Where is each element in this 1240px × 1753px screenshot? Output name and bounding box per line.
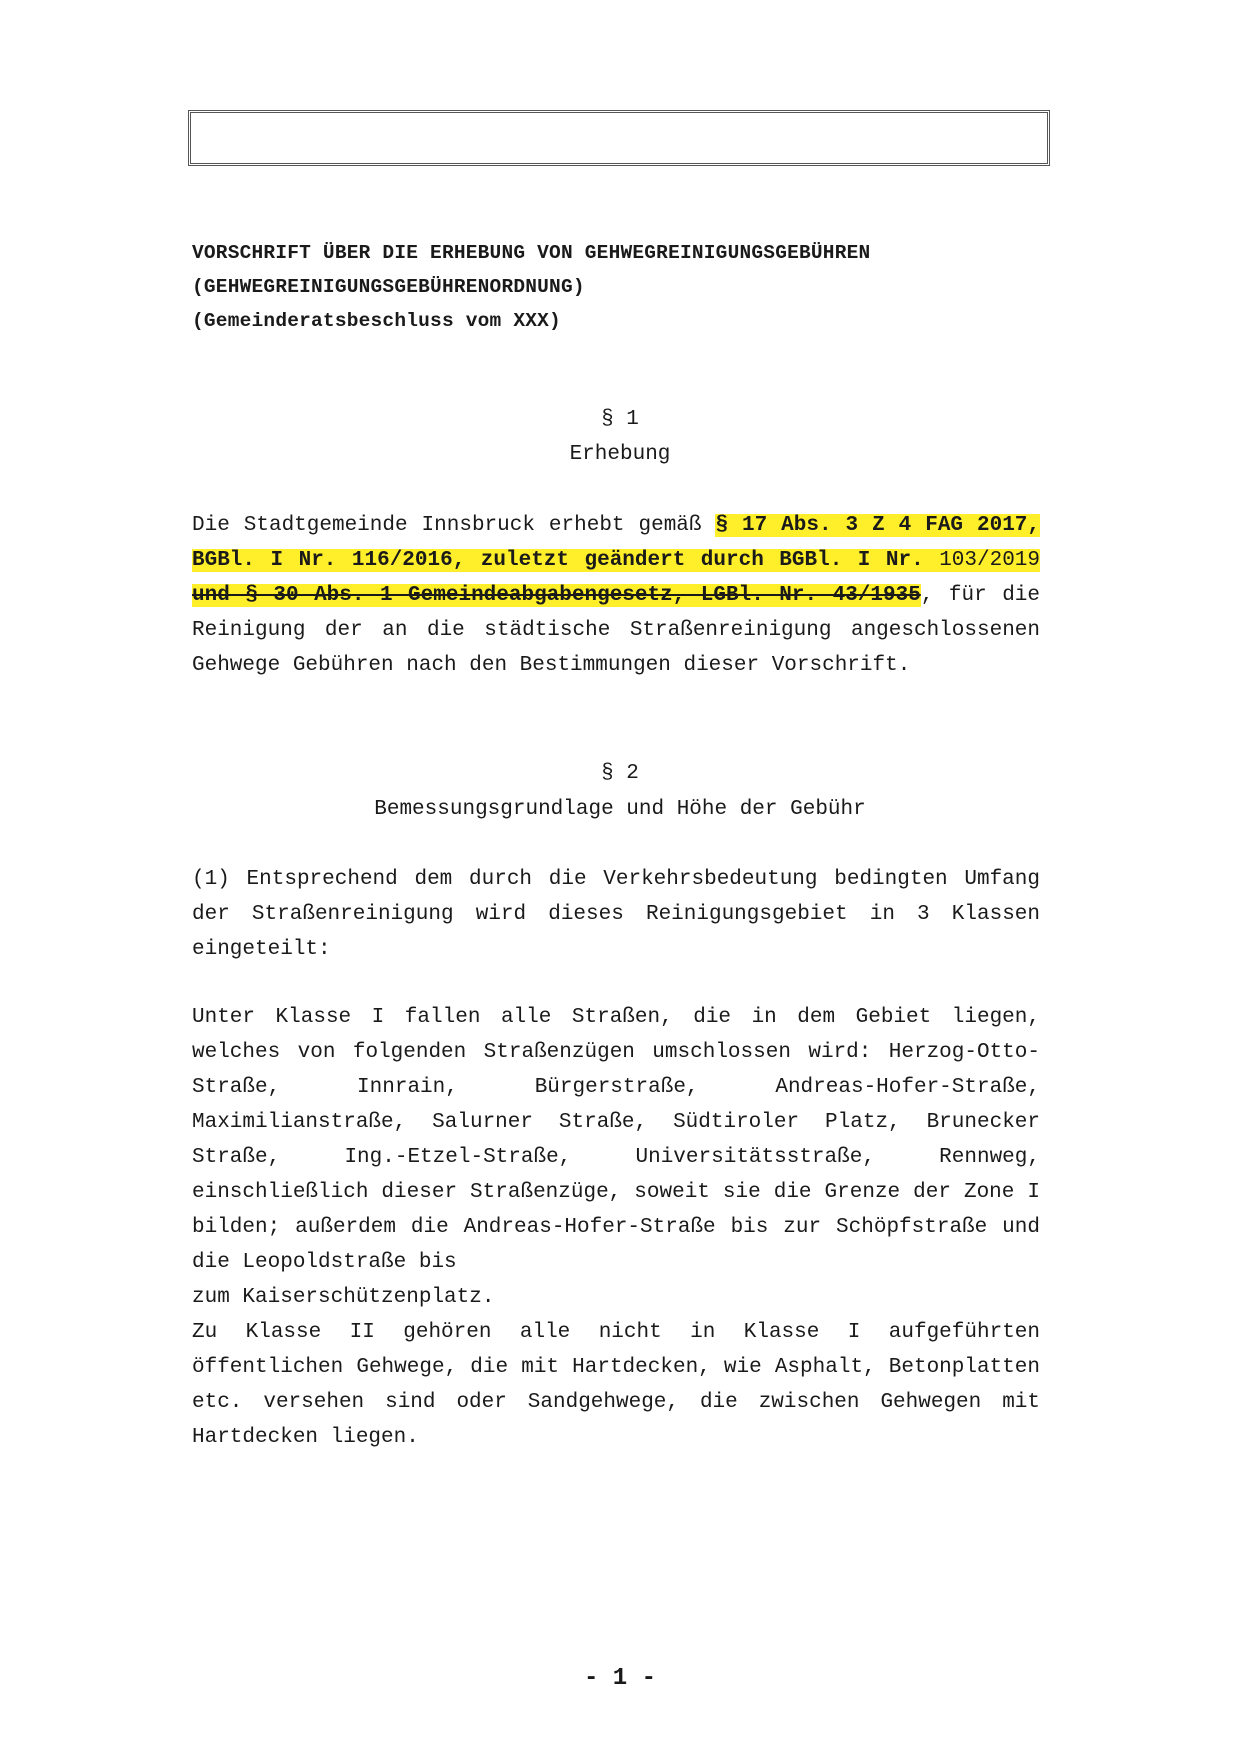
page-number: - 1 - xyxy=(583,1665,656,1692)
section-2-number: § 2 xyxy=(601,762,639,785)
legal-reference-plain: 103/2019 xyxy=(923,549,1041,572)
title-line-1: VORSCHRIFT ÜBER DIE ERHEBUNG VON GEHWEGREINIGUNGSGEBÜHREN xyxy=(192,242,871,264)
section-2-heading: Bemessungsgrundlage und Höhe der Gebühr xyxy=(374,798,866,821)
legal-reference-highlight: § 17 Abs. 3 Z 4 FAG 2017, BGBl. I Nr. 116/2016, zuletzt geändert durch BGBl. I Nr. xyxy=(192,514,1040,572)
section-1-text-after: , für die Reinigung der an die städtische Straßenreinigung angeschlossenen Gehwege Gebühren nach den Bestimmungen dieser Vorschrift. xyxy=(192,584,1041,677)
title-line-3: (Gemeinderatsbeschluss vom XXX) xyxy=(192,310,561,332)
section-1-paragraph xyxy=(192,508,1040,683)
paragraph-class-1-end: zum Kaiserschützenplatz. xyxy=(192,1286,495,1309)
paragraph-class-2: Zu Klasse II gehören alle nicht in Klasse I aufgeführten öffentlichen Gehwege, die mit Hartdecken, wie Asphalt, Betonplatten etc. versehen sind oder Sandgehwege, die zwischen Gehwegen mit Hartdecken liegen. xyxy=(192,1321,1040,1449)
header-empty-box xyxy=(188,110,1050,166)
struck-out-reference: und § 30 Abs. 1 Gemeindeabgabengesetz, LGBl. Nr. 43/1935 xyxy=(192,584,921,607)
section-2-paragraph-1 xyxy=(192,862,1040,967)
section-1-heading: Erhebung xyxy=(569,443,671,466)
paragraph-classes-intro: (1) Entsprechend dem durch die Verkehrsbedeutung bedingten Umfang der Straßenreinigung wird dieses Reinigungsgebiet in 3 Klassen eingeteilt: xyxy=(192,868,1040,961)
title-line-2: (GEHWEGREINIGUNGSGEBÜHRENORDNUNG) xyxy=(192,276,585,298)
section-1-text-before: Die Stadtgemeinde Innsbruck erhebt gemäß xyxy=(192,514,716,537)
document-title xyxy=(192,236,1052,338)
paragraph-class-1: Unter Klasse I fallen alle Straßen, die in dem Gebiet liegen, welches von folgenden Straßenzügen umschlossen wird: Herzog-Otto-Straße, Innrain, Bürgerstraße, Andreas-Hofer-Straße, Maximilianstraße, Salurner Straße, Südtiroler Platz, Brunecker Straße, Ing.-Etzel-Straße, Universitätsstraße, Rennweg, einschließlich dieser Straßenzüge, soweit sie die Grenze der Zone I bilden; außerdem die Andreas-Hofer-Straße bis zur Schöpfstraße und die Leopoldstraße bis xyxy=(192,1006,1040,1274)
section-2-paragraph-2 xyxy=(192,1000,1040,1455)
section-1-number: § 1 xyxy=(601,408,639,431)
